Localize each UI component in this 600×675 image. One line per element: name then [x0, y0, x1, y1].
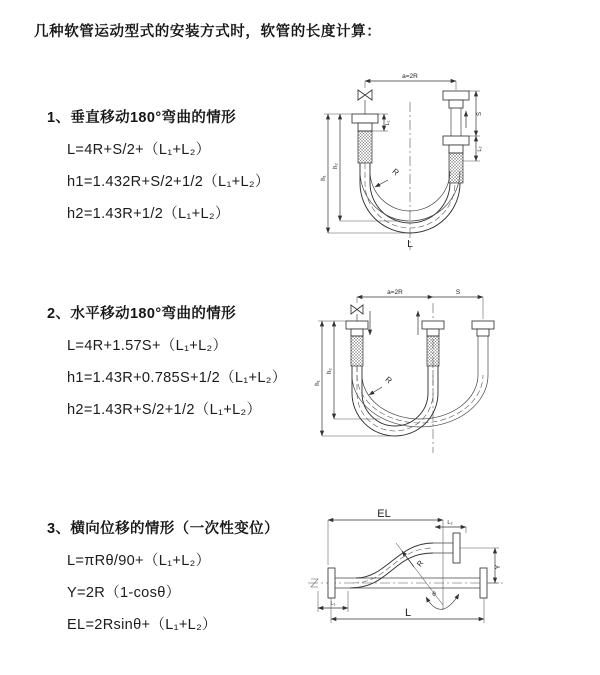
movement-arrows — [370, 311, 418, 335]
dim-l — [331, 598, 484, 623]
radius-callout — [375, 167, 401, 187]
label-l-total: L — [407, 238, 413, 250]
radius-construction — [396, 543, 443, 605]
formula-line: h2=1.43R+S/2+1/2（L₁+L₂） — [67, 402, 262, 418]
section-2-formulas — [67, 334, 287, 430]
page-title: 几种软管运动型式的安装方式时，软管的长度计算： — [34, 24, 382, 40]
left-flange — [328, 568, 335, 598]
left-flange-fitting — [346, 321, 368, 366]
label-l2: L₂ — [447, 520, 453, 526]
valve-icon — [351, 305, 363, 321]
label-y: Y — [495, 564, 502, 570]
label-h1: h₁ — [321, 175, 327, 181]
label-l2: L₂ — [477, 146, 483, 152]
diagram-horizontal-180-bend — [308, 283, 600, 468]
formula-line: Y=2R（1-cosθ） — [67, 585, 181, 601]
formula-line: h2=1.43R+1/2（L₁+L₂） — [67, 206, 230, 222]
formula-line: h1=1.43R+0.785S+1/2（L₁+L₂） — [67, 370, 287, 386]
label-r: R — [414, 558, 426, 569]
label-r: R — [390, 166, 401, 178]
label-a2r: a=2R — [402, 73, 418, 80]
label-l1: L₁ — [330, 601, 336, 607]
diagram-vertical-180-bend — [308, 66, 598, 258]
label-l1: L₁ — [385, 120, 391, 126]
label-r: R — [383, 374, 394, 386]
right-flange-fitting — [472, 321, 494, 375]
dim-l2 — [435, 520, 466, 533]
label-h2: h₂ — [327, 368, 333, 374]
radius-callout — [369, 375, 394, 395]
formula-line: EL=2Rsinθ+（L₁+L₂） — [67, 617, 217, 633]
dim-el — [328, 508, 443, 565]
section-3-formulas — [67, 549, 279, 645]
formula-line: h1=1.432R+S/2+1/2（L₁+L₂） — [67, 174, 270, 190]
section-lateral-displacement — [47, 517, 279, 645]
label-l: L — [404, 607, 412, 619]
section-3-heading: 3、横向位移的情形（一次性变位） — [47, 521, 279, 537]
middle-flange-fitting — [422, 321, 444, 366]
formula-line: L=πRθ/90+（L₁+L₂） — [67, 553, 211, 569]
diagram-lateral-displacement — [298, 505, 600, 653]
section-horizontal-180 — [47, 302, 287, 430]
section-vertical-180 — [47, 106, 270, 234]
hose-u-bend-original — [352, 366, 438, 436]
section-1-formulas — [67, 138, 270, 234]
label-s: S — [477, 111, 483, 117]
right-flange-original — [480, 568, 487, 598]
label-h1: h₁ — [315, 380, 321, 386]
label-a2r: a=2R — [387, 289, 403, 296]
label-el: EL — [377, 508, 391, 520]
label-h2: h₂ — [333, 163, 339, 169]
section-1-heading: 1、垂直移动180°弯曲的情形 — [47, 110, 237, 126]
formula-line: L=4R+1.57S+（L₁+L₂） — [67, 338, 228, 354]
dim-a2r — [357, 289, 483, 319]
upper-flange-displaced — [433, 533, 460, 563]
section-2-heading: 2、水平移动180°弯曲的情形 — [47, 306, 237, 322]
dim-s — [469, 91, 483, 136]
formula-line: L=4R+S/2+（L₁+L₂） — [67, 142, 211, 158]
valve-icon — [358, 90, 372, 114]
dim-a2r — [365, 73, 456, 90]
label-s: S — [455, 289, 461, 296]
left-flange-fitting — [352, 114, 378, 163]
label-theta: θ — [432, 591, 436, 598]
hose-u-bend-displaced — [352, 366, 488, 427]
right-flange-fitting — [443, 91, 469, 183]
